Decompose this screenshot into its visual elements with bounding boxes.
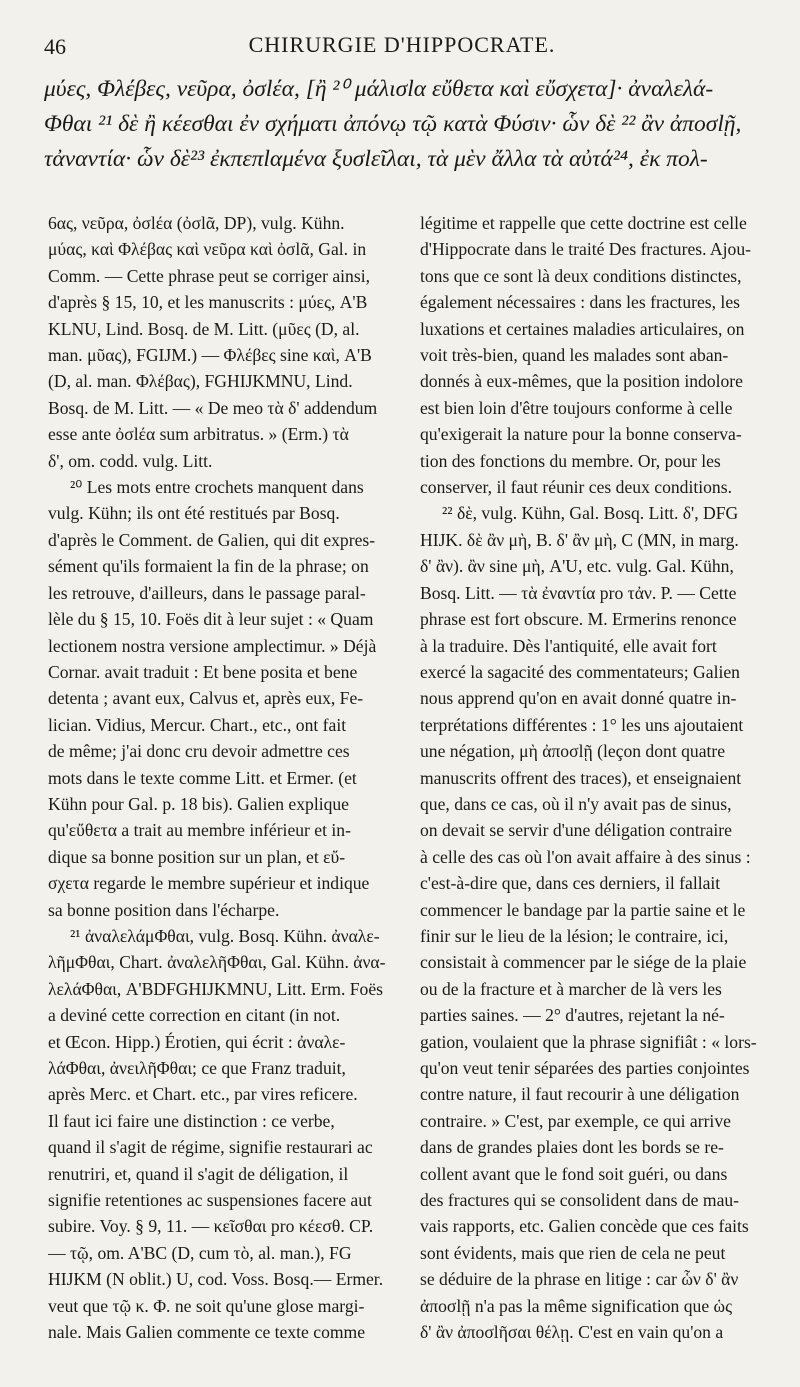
note-line: Cornar. avait traduit : Et bene posita et bene [48, 661, 358, 682]
greek-line: Φθαι ²¹ δὲ ἢ κέεσθαι ἐν σχήματι ἀπόνῳ τῷ κατὰ Φύσιν· ὧν δὲ ²² ἂν ἀποσlῇ, [44, 111, 742, 137]
note-line: après Merc. et Chart. etc., par vires reficere. [48, 1084, 358, 1105]
note-line: gation, voulaient que la phrase signifiât : « lors- [420, 1031, 757, 1052]
note-line: quand il s'agit de régime, signifie restaurari ac [48, 1137, 373, 1158]
note-line: que, dans ce cas, où il n'y avait pas de sinus, [420, 793, 732, 814]
page-number: 46 [44, 34, 66, 59]
note-line: vulg. Kühn; ils ont été restitués par Bosq. [48, 503, 340, 524]
running-title: CHIRURGIE D'HIPPOCRATE. [248, 32, 556, 57]
note-line: voit très-bien, quand les malades sont aban- [420, 345, 729, 366]
note-line: manuscrits offrent des traces), et enseignaient [420, 767, 742, 788]
note-line: dique sa bonne position sur un plan, et εὔ- [48, 846, 346, 867]
note-line: se déduire de la phrase en litige : car ὧν δ' ἂν [420, 1269, 739, 1290]
note-line: nous apprend qu'on en avait donné quatre in- [420, 688, 737, 709]
note-line: finir sur le lieu de la lésion; le contraire, ici, [420, 925, 729, 946]
note-line: tons que ce sont là deux conditions distinctes, [420, 265, 742, 286]
note-line: on devait se servir d'une déligation contraire [420, 820, 732, 841]
note-line: commencer le bandage par la partie saine et le [420, 899, 746, 920]
note-line: signifie retentiones ac suspensiones facere aut [48, 1190, 372, 1211]
note-line: ²² δὲ, vulg. Kühn, Gal. Bosq. Litt. δ', DFG [442, 503, 739, 524]
note-line: a deviné cette correction en citant (in not. [48, 1005, 341, 1026]
note-line: phrase est fort obscure. M. Ermerins renonce [420, 609, 737, 630]
note-line: contre nature, il faut recourir à une déligation [420, 1084, 740, 1105]
note-line: c'est-à-dire que, dans ces derniers, il fallait [420, 873, 721, 894]
note-line: d'Hippocrate dans le traité Des fractures. Ajou- [420, 239, 751, 260]
note-line: à celle des cas où l'on avait affaire à des sinus : [420, 846, 751, 867]
note-line: (D, al. man. Φλέβας), FGHIJKMNU, Lind. [48, 371, 353, 392]
note-line: d'après le Comment. de Galien, qui dit expres- [48, 529, 376, 550]
note-line: luxations et certaines maladies articulaires, on [420, 318, 745, 339]
note-line: esse ante ὀσlέα sum arbitratus. » (Erm.) τὰ [48, 424, 349, 445]
note-line: man. μῦας), FGIJM.) — Φλέβες sine καὶ, A'B [48, 345, 372, 366]
note-line: nale. Mais Galien commente ce texte comme [48, 1322, 366, 1343]
left-notes-column [48, 210, 398, 1345]
note-line: qu'on veut tenir séparées des parties conjointes [420, 1058, 750, 1078]
note-line: HIJK. δὲ ἂν μὴ, B. δ' ἂν μὴ, C (MN, in marg. [420, 529, 739, 550]
note-line: subire. Voy. § 9, 11. — κεῖσθαι pro κέεσθ. CP. [48, 1216, 374, 1237]
note-line: ²¹ ἀναλελάμΦθαι, vulg. Bosq. Kühn. ἀναλε- [70, 925, 380, 946]
note-line: à la traduire. Dès l'antiquité, elle avait fort [420, 635, 717, 656]
note-line: — τῷ, om. A'BC (D, cum τὸ, al. man.), FG [48, 1242, 352, 1263]
note-line: également nécessaires : dans les fractures, les [420, 292, 740, 313]
note-line: conserver, il faut réunir ces deux conditions. [420, 477, 732, 498]
note-line: HIJKM (N oblit.) U, cod. Voss. Bosq.— Ermer. [48, 1269, 384, 1290]
note-line: sont évidents, mais que rien de cela ne peut [420, 1242, 726, 1263]
note-line: d'après § 15, 10, et les manuscrits : μύες, A'B [48, 292, 368, 313]
note-line: lician. Vidius, Mercur. Chart., etc., ont fait [48, 714, 347, 735]
note-line: consistait à commencer par le siége de la plaie [420, 952, 747, 973]
greek-text-block [44, 72, 766, 177]
page-header [44, 30, 760, 64]
greek-line: μύες, Φλέβες, νεῦρα, ὀσlέα, [ἢ ²⁰ μάλισlα εὔθετα καὶ εὔσχετα]· ἀναλελά- [44, 76, 714, 102]
note-line: renutriri, et, quand il s'agit de déligation, il [48, 1163, 349, 1184]
note-line: lèle du § 15, 10. Foës dit à leur sujet : « Quam [48, 609, 374, 630]
note-line: des fractures qui se consolident dans de mau- [420, 1190, 740, 1211]
note-line: KLNU, Lind. Bosq. de M. Litt. (μῦες (D, al. [48, 318, 360, 339]
note-line: mots dans le texte comme Litt. et Ermer. (et [48, 767, 357, 788]
note-line: collent avant que le fond soit guéri, ou dans [420, 1163, 728, 1184]
note-line: les retrouve, d'ailleurs, dans le passage paral- [48, 582, 366, 603]
note-line: lectionem nostra versione amplectimur. » Déjà [48, 635, 377, 656]
note-line: Il faut ici faire une distinction : ce verbe, [48, 1110, 335, 1131]
note-line: parties saines. — 2° d'autres, rejetant la né- [420, 1005, 725, 1026]
note-line: λελάΦθαι, A'BDFGHIJKMNU, Litt. Erm. Foës [48, 978, 384, 999]
note-line: sément qu'ils formaient la fin de la phrase; on [48, 556, 369, 577]
note-line: sa bonne position dans l'écharpe. [48, 899, 280, 920]
note-line: Comm. — Cette phrase peut se corriger ainsi, [48, 265, 370, 286]
note-line: μύας, καὶ Φλέβας καὶ νεῦρα καὶ ὀσlᾶ, Gal. in [48, 239, 367, 260]
right-notes-column [420, 210, 772, 1345]
note-line: ἀποσlῇ n'a pas la même signification que ὡς [420, 1295, 733, 1316]
note-line: vais rapports, etc. Galien concède que ces faits [420, 1216, 749, 1237]
note-line: contraire. » C'est, par exemple, ce qui arrive [420, 1110, 731, 1131]
note-line: donnés à eux-mêmes, que la position indolore [420, 371, 743, 392]
note-line: veut que τῷ κ. Φ. ne soit qu'une glose margi- [48, 1295, 365, 1316]
note-line: qu'exigerait la nature pour la bonne conserva- [420, 424, 742, 445]
note-line: Kühn pour Gal. p. 18 bis). Galien explique [48, 793, 349, 814]
note-line: 6ας, νεῦρα, ὀσlέα (ὀσlᾶ, DP), vulg. Kühn. [48, 213, 345, 233]
note-line: λῆμΦθαι, Chart. ἀναλελῆΦθαι, Gal. Kühn. ἀνα- [48, 952, 386, 973]
note-line: δ', om. codd. vulg. Litt. [48, 450, 213, 471]
note-line: Bosq. de M. Litt. — « De meo τὰ δ' addendum [48, 397, 378, 418]
note-line: δ' ἂν ἀποσlῆσαι θέλῃ. C'est en vain qu'on a [420, 1322, 724, 1343]
note-line: légitime et rappelle que cette doctrine est celle [420, 213, 747, 233]
note-line: σχετα regarde le membre supérieur et indique [48, 873, 370, 894]
note-line: dans de grandes plaies dont les bords se re- [420, 1137, 724, 1158]
note-line: et Œcon. Hipp.) Érotien, qui écrit : ἀναλε- [48, 1031, 346, 1052]
note-line: λάΦθαι, ἀνειλῆΦθαι; ce que Franz traduit, [48, 1058, 346, 1078]
note-line: Bosq. Litt. — τὰ ἐναντία pro τἀν. P. — Cette [420, 582, 737, 603]
note-line: de même; j'ai donc cru devoir admettre ces [48, 741, 350, 762]
greek-line: τἀναντία· ὧν δὲ²³ ἐκπεπlαμένα ξυσlεῖλαι, τὰ μὲν ἄλλα τὰ αὐτά²⁴, ἐκ πολ- [44, 146, 708, 172]
note-line: tion des fonctions du membre. Or, pour les [420, 450, 721, 471]
note-line: detenta ; avant eux, Calvus et, après eux, Fe- [48, 688, 364, 709]
note-line: ou de la fracture et à marcher de là vers les [420, 978, 722, 999]
note-line: ²⁰ Les mots entre crochets manquent dans [70, 477, 364, 498]
note-line: qu'εὔθετα a trait au membre inférieur et in- [48, 820, 351, 841]
note-line: δ' ἂν). ἂν sine μὴ, A'U, etc. vulg. Gal. Kühn, [420, 556, 734, 577]
note-line: exercé la sagacité des commentateurs; Galien [420, 661, 740, 682]
note-line: est bien loin d'être toujours conforme à celle [420, 397, 733, 418]
note-line: terprétations différentes : 1° les uns ajoutaient [420, 714, 744, 735]
note-line: une négation, μὴ ἀποσlῇ (leçon dont quatre [420, 741, 726, 762]
